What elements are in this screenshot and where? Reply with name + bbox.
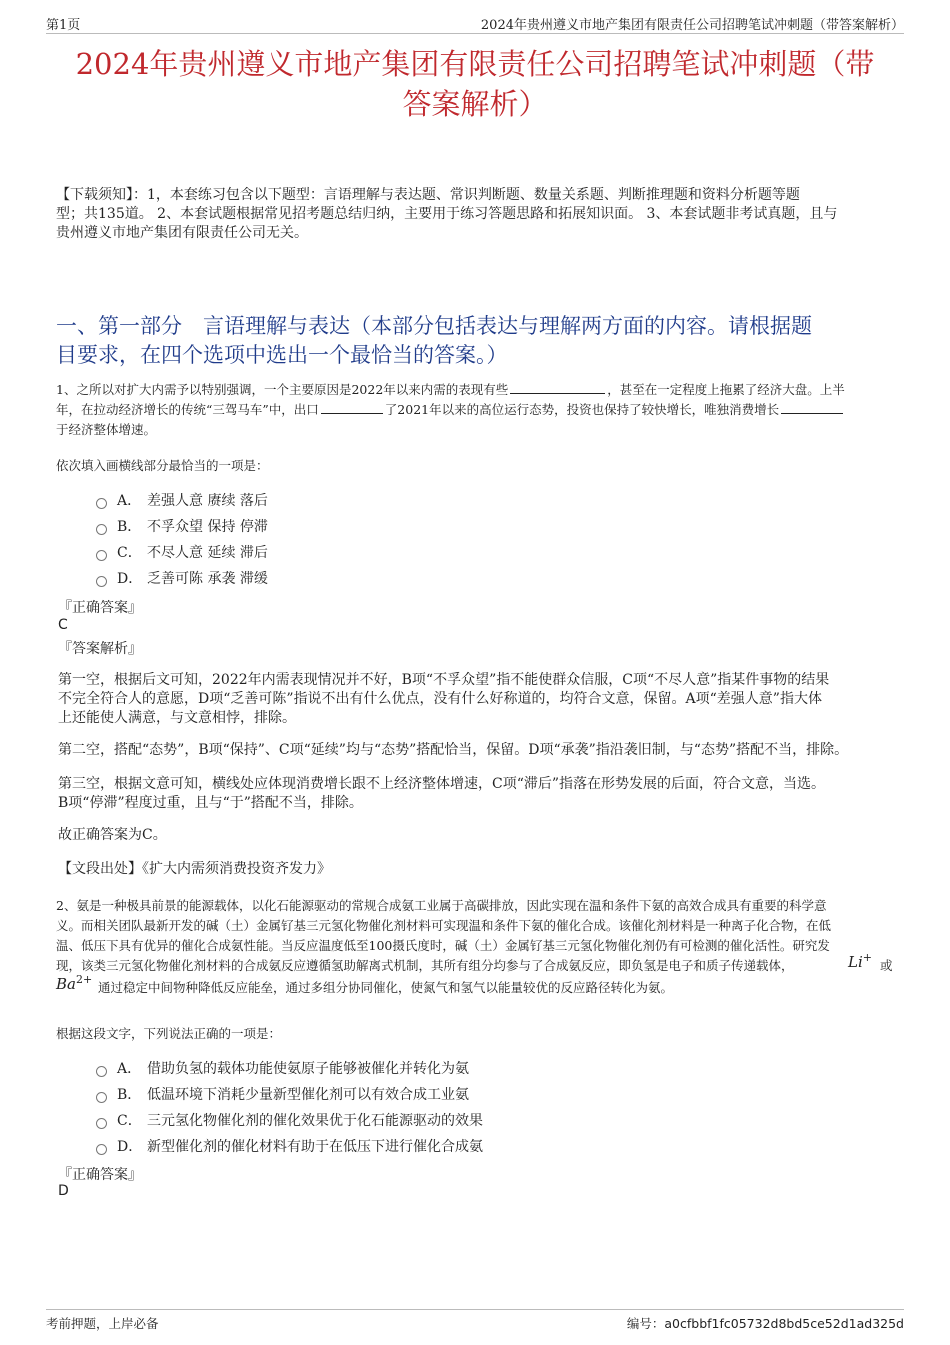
- ba-symbol: Ba: [56, 975, 76, 993]
- q2-or: 或: [880, 958, 893, 973]
- q1-source: 【文段出处】《扩大内需须消费投资齐发力》: [58, 861, 331, 877]
- ba-charge: 2+: [75, 973, 93, 986]
- q1-prompt: 依次填入画横线部分最恰当的一项是：: [56, 458, 269, 473]
- page-number: 第1页: [46, 18, 81, 33]
- q2-stem-line3: 温、低压下具有优异的催化合成氨性能。当反应温度低至100摄氏度时，碱（土）金属钌基三元氢化物催化剂仍有可检测的催化活性。研究发: [56, 938, 830, 953]
- radio-icon[interactable]: [96, 1092, 107, 1103]
- document-title: [46, 44, 904, 124]
- q2-answer: D: [58, 1183, 69, 1199]
- footer-code: [627, 1314, 904, 1332]
- footer-slogan: 考前押题，上岸必备: [46, 1316, 159, 1331]
- q2-stem: [56, 896, 898, 998]
- notice-line2: 型；共135道。 2、本套试题根据常见招考题总结归纳，主要用于练习答题思路和拓展知识面。 3、本套试题非考试真题，且与: [56, 206, 838, 222]
- q2-option-b-letter: B．: [117, 1087, 142, 1103]
- header-divider: [46, 33, 904, 34]
- q2-option-a[interactable]: [96, 1058, 469, 1078]
- radio-icon[interactable]: [96, 1118, 107, 1129]
- q1-answer: C: [58, 617, 68, 633]
- header-doc-title: 2024年贵州遵义市地产集团有限责任公司招聘笔试冲刺题（带答案解析）: [480, 18, 904, 33]
- radio-icon[interactable]: [96, 1066, 107, 1077]
- document-title-line1: 2024年贵州遵义市地产集团有限责任公司招聘笔试冲刺题（带: [75, 47, 875, 81]
- q1-option-b-text: 不孚众望 保持 停滞: [147, 519, 268, 535]
- q2-answer-label: 『正确答案』: [58, 1167, 142, 1183]
- q1-option-d[interactable]: [96, 568, 268, 588]
- q1-option-a[interactable]: [96, 490, 268, 510]
- q1-stem-line2: [56, 400, 898, 420]
- notice-line3: 贵州遵义市地产集团有限责任公司无关。: [56, 225, 308, 241]
- q1-blank-1: [510, 381, 605, 394]
- q1-analysis-p1-line1: 第一空，根据后文可知，2022年内需表现情况并不好，B项“不孚众望”指不能使群众信服，C项“不尽人意”指某件事物的结果: [58, 672, 830, 688]
- q1-option-a-letter: A．: [117, 493, 142, 509]
- q1-analysis-p1-line3: 上还能使人满意，与文意相悖，排除。: [58, 710, 296, 726]
- q2-option-c-letter: C．: [117, 1113, 142, 1129]
- q2-option-d-text: 新型催化剂的催化材料有助于在低压下进行催化合成氨: [147, 1139, 483, 1155]
- li-ion-formula: [848, 948, 872, 972]
- q1-option-d-text: 乏善可陈 承袭 滞缓: [147, 571, 268, 587]
- footer-code-label: 编号：: [626, 1316, 665, 1331]
- q1-option-b-letter: B．: [117, 519, 142, 535]
- q2-option-c-text: 三元氢化物催化剂的催化效果优于化石能源驱动的效果: [147, 1113, 483, 1129]
- footer-code-value: a0cfbbf1fc05732d8bd5ce52d1ad325d: [664, 1316, 904, 1331]
- q1-analysis-p3: [58, 775, 890, 813]
- q2-option-b[interactable]: [96, 1084, 469, 1104]
- section-heading-line2: 目要求，在四个选项中选出一个最恰当的答案。）: [56, 343, 508, 367]
- radio-icon[interactable]: [96, 498, 107, 509]
- q1-analysis-label: 『答案解析』: [58, 641, 142, 657]
- q2-option-b-text: 低温环境下消耗少量新型催化剂可以有效合成工业氨: [147, 1087, 469, 1103]
- radio-icon[interactable]: [96, 550, 107, 561]
- q2-prompt: 根据这段文字，下列说法正确的一项是：: [56, 1026, 282, 1041]
- q1-analysis-p1: [58, 671, 890, 728]
- q1-stem-line1: [56, 380, 898, 400]
- q1-analysis-p3-line2: B项“停滞”程度过重，且与“于”搭配不当，排除。: [58, 795, 363, 811]
- q1-answer-label: 『正确答案』: [58, 600, 142, 616]
- ba-ion-formula: [56, 970, 92, 994]
- q1-option-b[interactable]: [96, 516, 268, 536]
- q2-option-d[interactable]: [96, 1136, 483, 1156]
- q1-analysis-p4: 故正确答案为C。: [58, 827, 167, 843]
- q2-option-a-letter: A．: [117, 1061, 142, 1077]
- q1-analysis-p3-line1: 第三空，根据文意可知，横线处应体现消费增长跟不上经济整体增速，C项“滞后”指落在形势发展的后面，符合文意，当选。: [58, 776, 826, 792]
- q2-stem-line1: 2、氨是一种极具前景的能源载体，以化石能源驱动的常规合成氨工业属于高碳排放，因此实现在温和条件下氨的高效合成具有重要的科学意: [56, 898, 827, 913]
- q1-analysis-p2: 第二空，搭配“态势”，B项“保持”、C项“延续”均与“态势”搭配恰当，保留。D项“承袭”指沿袭旧制，与“态势”搭配不当，排除。: [58, 742, 849, 758]
- li-charge: +: [862, 951, 872, 964]
- radio-icon[interactable]: [96, 524, 107, 535]
- q2-option-c[interactable]: [96, 1110, 483, 1130]
- section-heading-line1: 一、第一部分 言语理解与表达（本部分包括表达与理解两方面的内容。请根据题: [56, 314, 812, 338]
- q1-stem-line2a: 年，在拉动经济增长的传统“三驾马车”中，出口: [56, 402, 319, 417]
- q1-option-c-text: 不尽人意 延续 滞后: [147, 545, 268, 561]
- q1-analysis-p1-line2: 不完全符合人的意愿，D项“乏善可陈”指说不出有什么优点，没有什么好称道的，均符合文意，保留。A项“差强人意”指大体: [58, 691, 822, 707]
- q1-stem-line1a: 1、之所以对扩大内需予以特别强调，一个主要原因是2022年以来内需的表现有些: [56, 382, 509, 397]
- q1-stem-line2b: 了2021年以来的高位运行态势，投资也保持了较快增长，唯独消费增长: [384, 402, 780, 417]
- q2-option-a-text: 借助负氢的载体功能使氨原子能够被催化并转化为氨: [147, 1061, 469, 1077]
- q2-stem-line4-text: 现，该类三元氢化物催化剂材料的合成氨反应遵循氢助解离式机制，其所有组分均参与了合成氨反应，即负氢是电子和质子传递载体，: [56, 958, 794, 973]
- q1-stem-line3: 于经济整体增速。: [56, 422, 157, 437]
- q2-stem-line5-text: 通过稳定中间物种降低反应能垒，通过多组分协同催化，使氮气和氢气以能量较优的反应路径转化为氨。: [98, 980, 674, 995]
- q1-blank-2: [321, 401, 383, 414]
- q1-option-c[interactable]: [96, 542, 268, 562]
- document-title-line2: 答案解析）: [402, 87, 548, 121]
- q2-stem-line2: 义。而相关团队最新开发的碱（土）金属钌基三元氢化物催化剂材料可实现温和条件下氨的催化合成。该催化剂材料是一种离子化合物，在低: [56, 918, 832, 933]
- q1-option-c-letter: C．: [117, 545, 142, 561]
- q1-option-a-text: 差强人意 赓续 落后: [147, 493, 268, 509]
- q1-stem: [56, 380, 898, 440]
- q2-option-d-letter: D．: [117, 1139, 143, 1155]
- notice-line1: 【下载须知】：1，本套练习包含以下题型：言语理解与表达题、常识判断题、数量关系题、判断推理题和资料分析题等题: [56, 187, 800, 203]
- q1-option-d-letter: D．: [117, 571, 143, 587]
- li-symbol: Li: [848, 953, 863, 971]
- radio-icon[interactable]: [96, 576, 107, 587]
- q1-stem-line1b: ，甚至在一定程度上拖累了经济大盘。上半: [607, 382, 845, 397]
- q2-stem-line4: [56, 951, 898, 976]
- download-notice: [56, 186, 898, 243]
- footer-divider: [46, 1309, 904, 1310]
- q2-stem-line5: [56, 973, 898, 998]
- q1-blank-3: [781, 401, 843, 414]
- radio-icon[interactable]: [96, 1144, 107, 1155]
- section-heading: [56, 312, 898, 370]
